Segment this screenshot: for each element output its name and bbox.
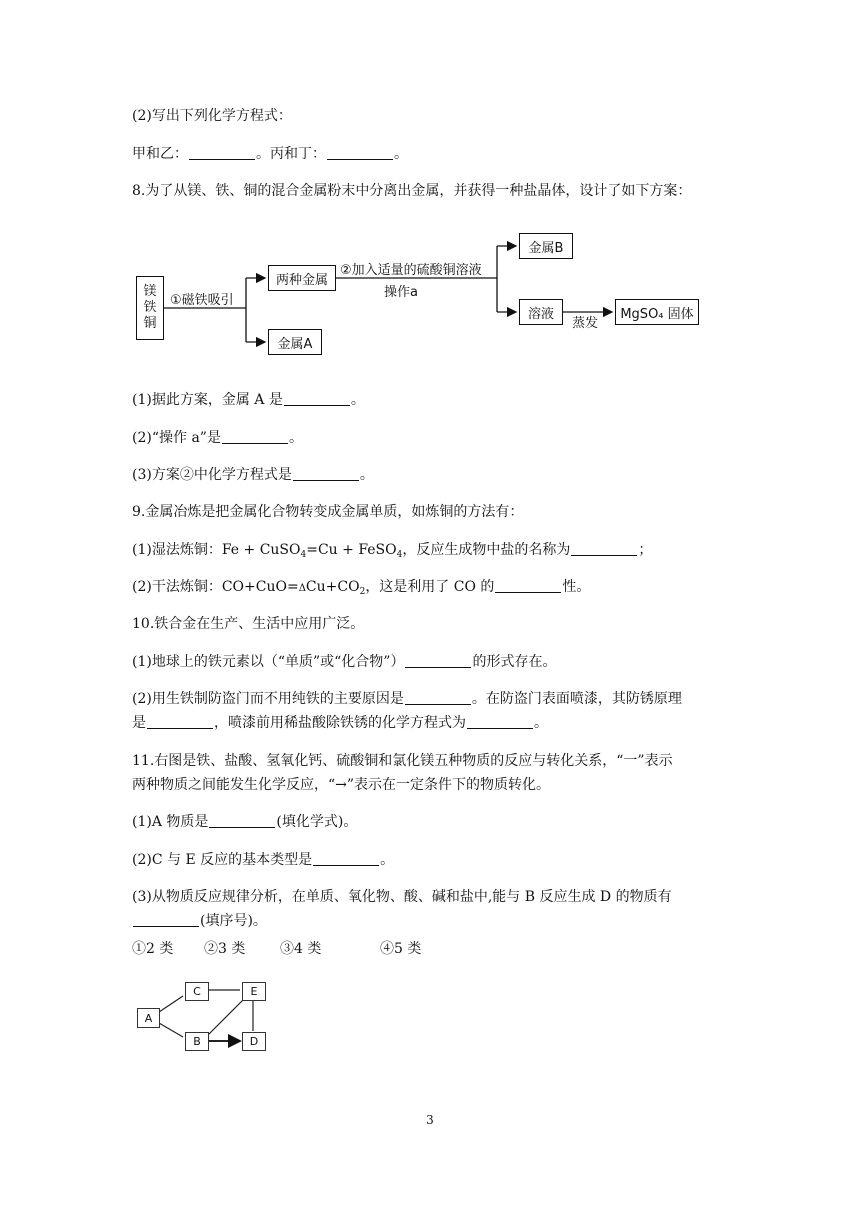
q10-sub2-line1: (2)用生铁制防盗门而不用纯铁的主要原因是 。在防盗门表面喷漆，其防锈原理 (132, 691, 682, 707)
step1-label: ①磁铁吸引 (170, 293, 234, 308)
node-d: D (242, 1032, 266, 1051)
q8-sub1: (1)据此方案，金属 A 是 。 (132, 392, 365, 408)
option-3[interactable]: ③4 类 (280, 941, 322, 957)
two-metals-box: 两种金属 (268, 265, 336, 291)
q11-sub1: (1)A 物质是 (填化学式)。 (132, 814, 358, 830)
q8-sub2: (2)“操作 a”是 。 (132, 430, 303, 446)
q7-equations: 甲和乙： 。丙和丁： 。 (132, 146, 408, 162)
metal-b-box: 金属B (519, 233, 573, 259)
q11-sub2: (2)C 与 E 反应的基本类型是 。 (132, 852, 395, 868)
q11-sub3-line1: (3)从物质反应规律分析，在单质、氧化物、酸、碱和盐中,能与 B 反应生成 D 的物质有 (132, 889, 672, 905)
start-mixture-box: 镁 铁 铜 (136, 276, 164, 340)
metal-a-box: 金属A (268, 329, 322, 355)
q8-stem: 8.为了从镁、铁、铜的混合金属粉末中分离出金属，并获得一种盐晶体，设计了如下方案： (132, 183, 692, 199)
page-number: 3 (426, 1113, 434, 1127)
option-4[interactable]: ④5 类 (380, 941, 422, 957)
q11-stem-line2: 两种物质之间能发生化学反应，“→”表示在一定条件下的物质转化。 (132, 777, 551, 793)
q11-stem-line1: 11.右图是铁、盐酸、氢氧化钙、硫酸铜和氯化镁五种物质的反应与转化关系，“一”表示 (132, 753, 673, 769)
q10-stem: 10.铁合金在生产、生活中应用广泛。 (132, 616, 365, 632)
q7-sub2: (2)写出下列化学方程式： (132, 108, 292, 124)
node-c: C (185, 982, 209, 1001)
q8-sub3: (3)方案②中化学方程式是 。 (132, 467, 374, 483)
option-1[interactable]: ①2 类 (132, 941, 174, 957)
mgso4-solid-box: MgSO₄ 固体 (615, 299, 699, 325)
evaporate-label: 蒸发 (572, 316, 599, 331)
node-b: B (185, 1032, 209, 1051)
q10-sub1: (1)地球上的铁元素以（“单质”或“化合物”） 的形式存在。 (132, 654, 557, 670)
step2-label: ②加入适量的硫酸铜溶液 (340, 263, 482, 278)
q11-sub3-line2: (填序号)。 (132, 911, 267, 931)
q10-sub2-line2: 是 ，喷漆前用稀盐酸除铁锈的化学方程式为 。 (132, 715, 548, 731)
q9-sub2: (2)干法炼铜：$CO+CuO=\Delta Cu+CO_2$，这是利用了 CO 的 性。 (132, 579, 591, 597)
solution-box: 溶液 (519, 299, 563, 325)
node-a: A (137, 1008, 160, 1028)
option-2[interactable]: ②3 类 (204, 941, 246, 957)
operation-a-label: 操作a (384, 285, 418, 300)
node-e: E (242, 982, 266, 1001)
q9-sub1: (1)湿法炼铜：Fe + CuSO$_4$=Cu + FeSO$_4$，反应生成物中盐的名称为 ； (132, 542, 653, 560)
q9-stem: 9.金属冶炼是把金属化合物转变成金属单质，如炼铜的方法有： (132, 504, 524, 520)
